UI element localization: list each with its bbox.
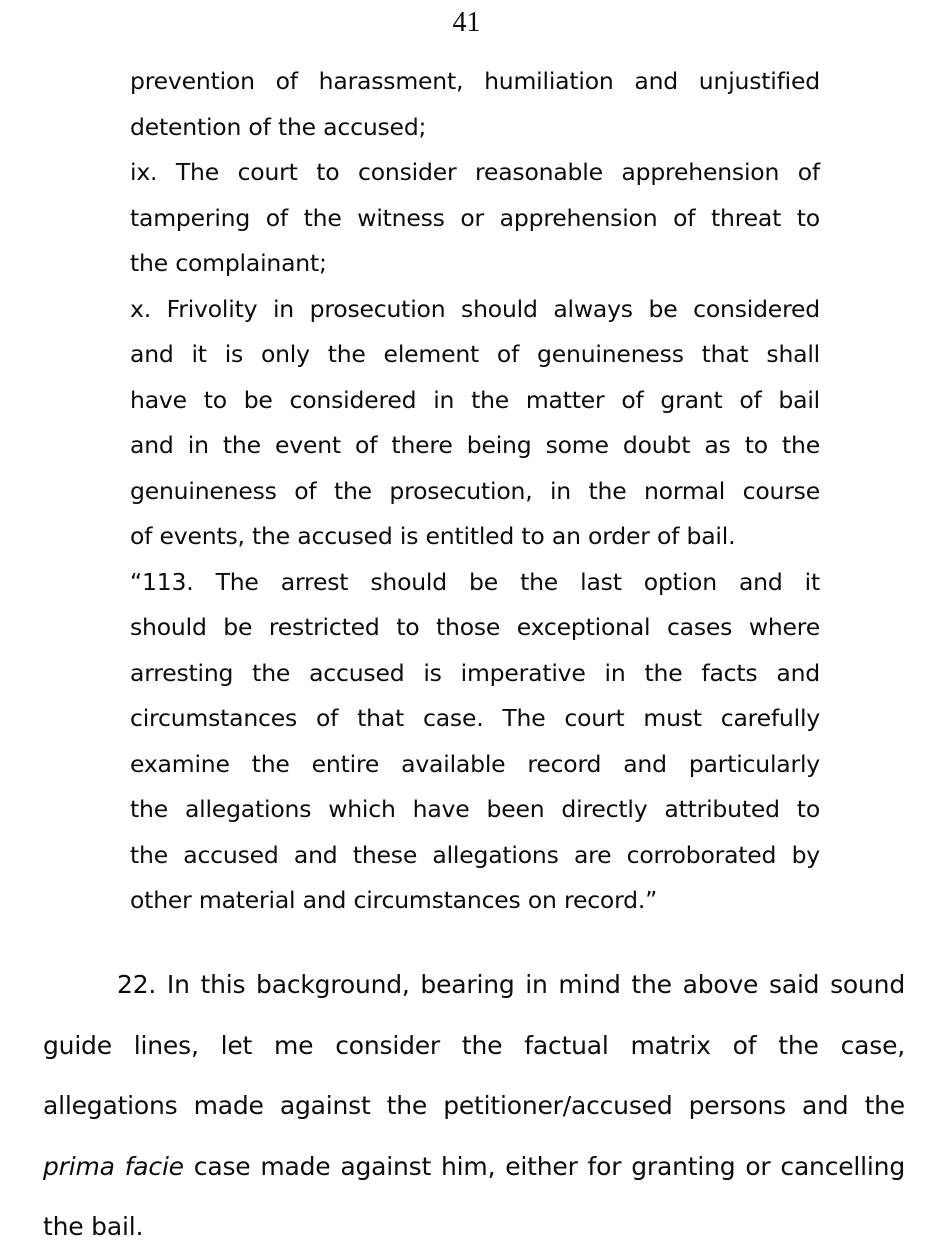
text-line: 22. In this background, bearing in mind the above said sound xyxy=(117,970,905,999)
text-line: arresting the accused is imperative in the facts and xyxy=(130,658,820,687)
text-line: ix. The court to consider reasonable apprehension of xyxy=(130,158,820,186)
text-line: and it is only the element of genuineness that shall xyxy=(130,340,820,368)
text-line: examine the entire available record and particularly xyxy=(130,749,820,778)
quote-block xyxy=(130,59,820,924)
text-segment: case made against him, either for granting or cancelling xyxy=(183,1151,905,1181)
text-line: “113. The arrest should be the last option and it xyxy=(130,567,820,596)
text-line: the complainant; xyxy=(130,249,327,277)
text-line: of events, the accused is entitled to an order of bail. xyxy=(130,522,736,550)
text-line: the accused and these allegations are corroborated by xyxy=(130,840,820,869)
text-line xyxy=(43,1137,905,1198)
italic-phrase: prima facie xyxy=(43,1151,184,1181)
text-line: x. Frivolity in prosecution should always be considered xyxy=(130,294,820,323)
text-line: the bail. xyxy=(43,1212,144,1241)
quote-paragraph xyxy=(130,287,820,560)
text-line: tampering of the witness or apprehension of threat to xyxy=(130,203,820,232)
text-line: and in the event of there being some doubt as to the xyxy=(130,431,820,459)
text-line: guide lines, let me consider the factual matrix of the case, xyxy=(43,1030,905,1060)
text-line: genuineness of the prosecution, in the normal course xyxy=(130,476,820,505)
text-line: other material and circumstances on record.” xyxy=(130,886,658,914)
quote-paragraph xyxy=(130,150,820,287)
text-line: should be restricted to those exceptional cases where xyxy=(130,613,820,641)
paragraph-22 xyxy=(43,955,905,1258)
text-line: prevention of harassment, humiliation and unjustified xyxy=(130,67,820,95)
text-line: allegations made against the petitioner/accused persons and the xyxy=(43,1091,905,1120)
text-line: circumstances of that case. The court must carefully xyxy=(130,704,820,732)
text-line: have to be considered in the matter of grant of bail xyxy=(130,385,820,414)
quote-paragraph xyxy=(130,59,820,150)
text-line: detention of the accused; xyxy=(130,112,427,141)
quote-paragraph xyxy=(130,560,820,924)
page-number: 41 xyxy=(452,7,481,38)
text-line: the allegations which have been directly attributed to xyxy=(130,795,820,823)
